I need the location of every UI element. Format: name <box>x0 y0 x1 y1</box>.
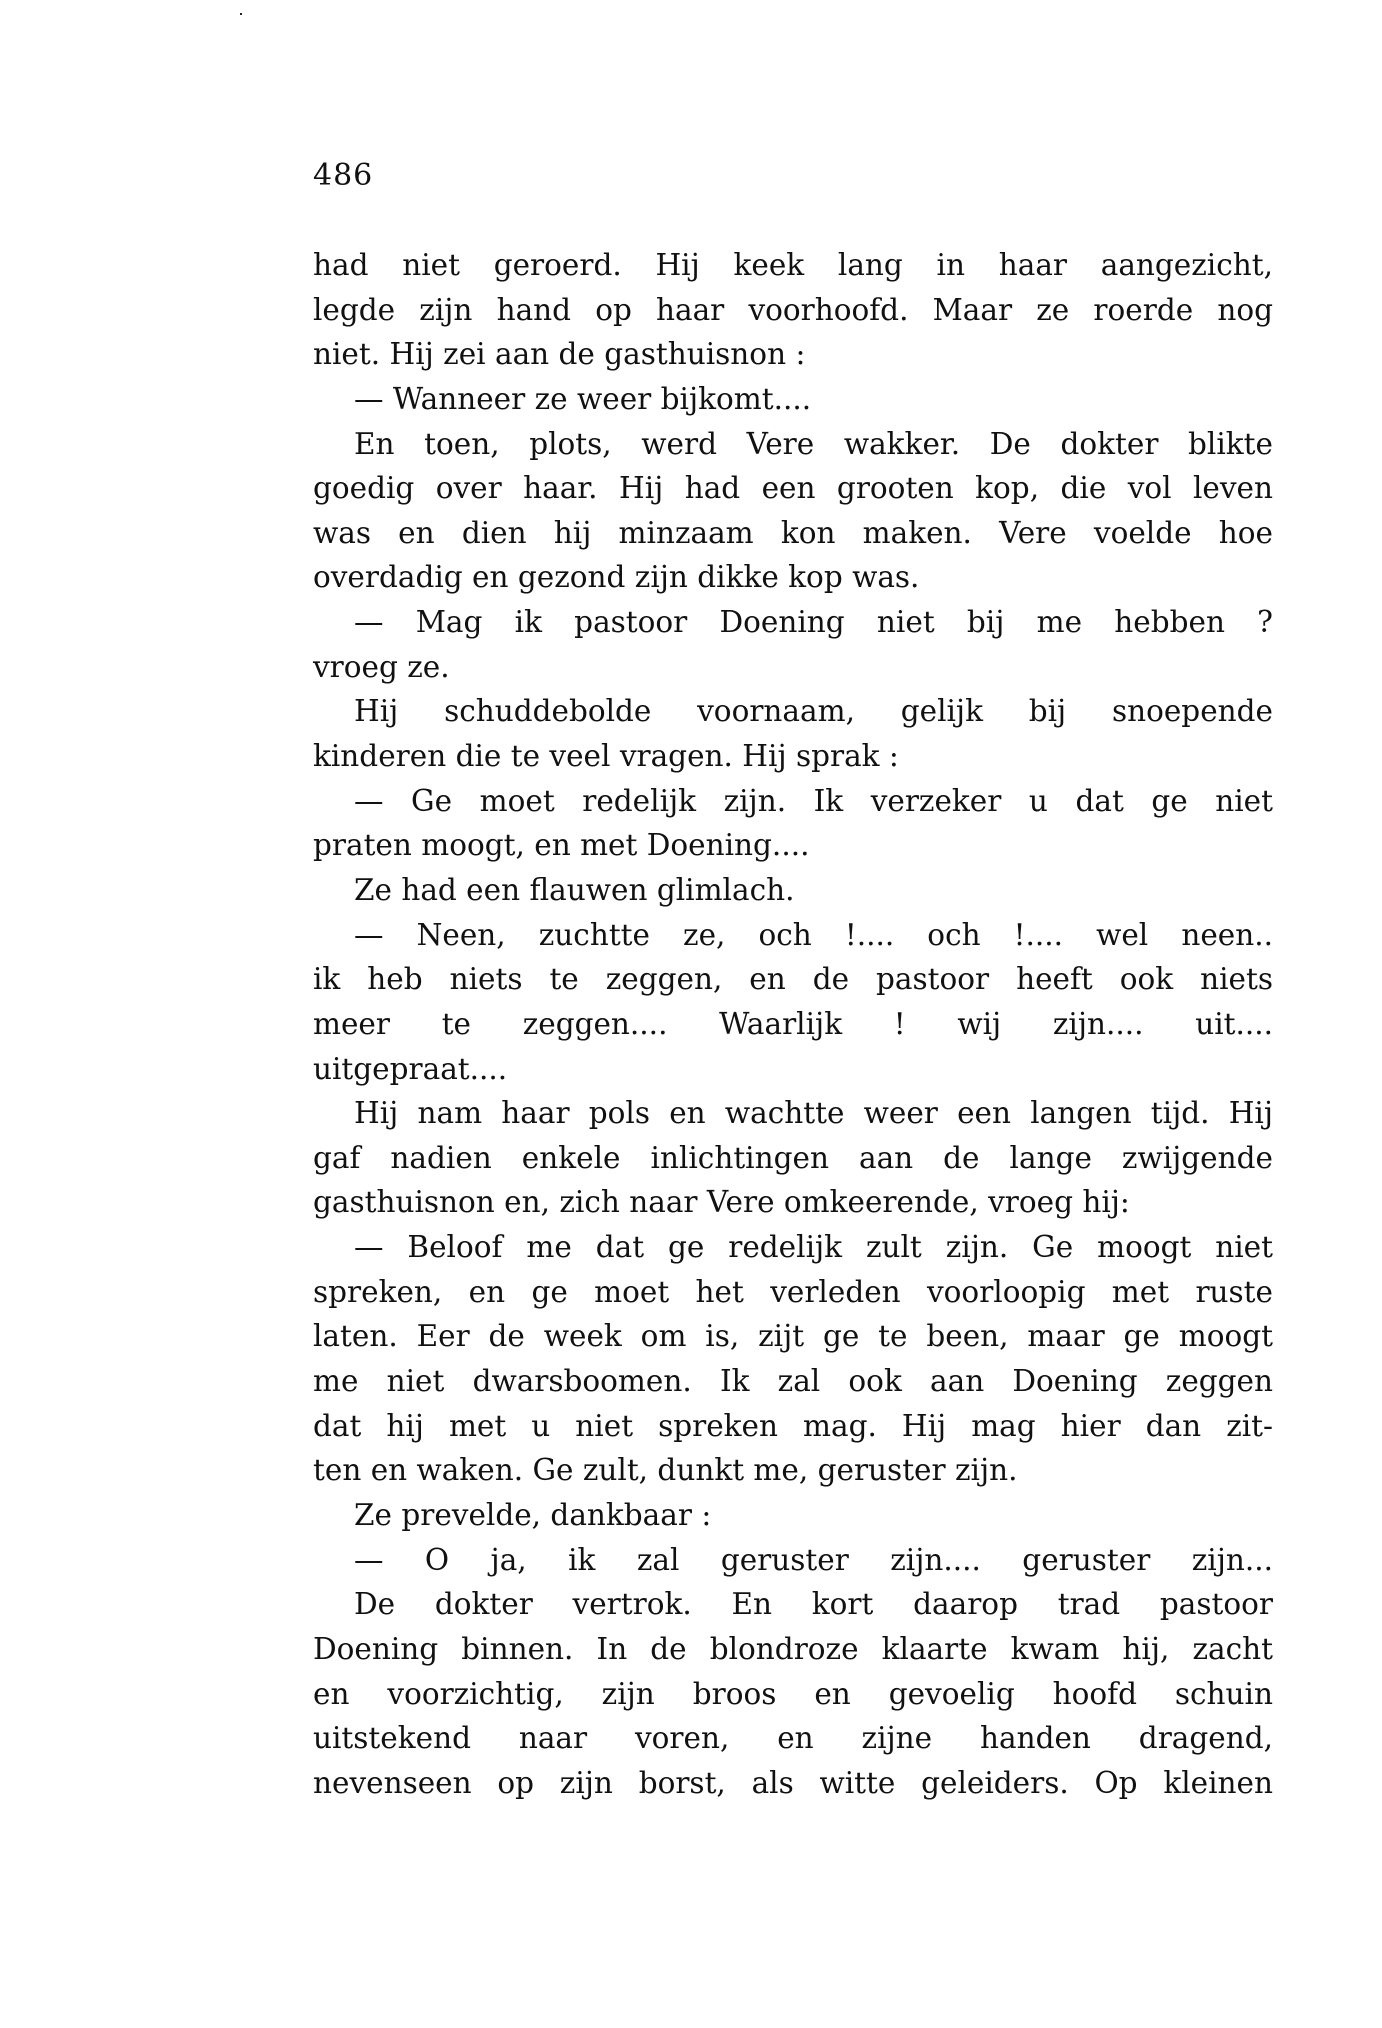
text-line: spreken, en ge moet het verleden voorloopig met ruste <box>313 1274 1273 1309</box>
text-line: nevenseen op zijn borst, als witte geleiders. Op kleinen <box>313 1765 1273 1800</box>
text-line: uitgepraat.... <box>313 1051 508 1086</box>
text-line: meer te zeggen.... Waarlijk ! wij zijn.... uit.... <box>313 1006 1273 1041</box>
text-line: was en dien hij minzaam kon maken. Vere voelde hoe <box>313 515 1273 550</box>
text-line: laten. Eer de week om is, zijt ge te been, maar ge moogt <box>313 1319 1273 1354</box>
scan-speck <box>240 13 242 15</box>
text-line: gaf nadien enkele inlichtingen aan de lange zwijgende <box>313 1140 1273 1175</box>
text-line: en voorzichtig, zijn broos en gevoelig hoofd schuin <box>313 1676 1273 1711</box>
text-line: gasthuisnon en, zich naar Vere omkeerende, vroeg hij: <box>313 1185 1130 1220</box>
text-line: ten en waken. Ge zult, dunkt me, geruster zijn. <box>313 1453 1018 1488</box>
text-line: vroeg ze. <box>313 649 450 684</box>
text-line: Doening binnen. In de blondroze klaarte kwam hij, zacht <box>313 1631 1273 1666</box>
text-line: — Ge moet redelijk zijn. Ik verzeker u dat ge niet <box>354 783 1273 818</box>
text-line: — Mag ik pastoor Doening niet bij me hebben ? <box>354 605 1273 640</box>
text-line: praten moogt, en met Doening.... <box>313 828 810 863</box>
text-line: had niet geroerd. Hij keek lang in haar aangezicht, <box>313 248 1273 282</box>
text-line: me niet dwarsboomen. Ik zal ook aan Doening zeggen <box>313 1364 1273 1399</box>
body-text <box>313 243 1273 1805</box>
text-line: ik heb niets te zeggen, en de pastoor heeft ook niets <box>313 962 1273 997</box>
text-line: Ze prevelde, dankbaar : <box>354 1497 712 1532</box>
text-line: overdadig en gezond zijn dikke kop was. <box>313 560 920 595</box>
text-line: Hij schuddebolde voornaam, gelijk bij snoepende <box>354 694 1273 729</box>
text-line: Hij nam haar pols en wachtte weer een langen tijd. Hij <box>354 1096 1273 1131</box>
text-line: — Wanneer ze weer bijkomt.... <box>354 381 812 416</box>
text-line: Ze had een flauwen glimlach. <box>354 872 795 907</box>
text-line: De dokter vertrok. En kort daarop trad pastoor <box>354 1587 1273 1622</box>
text-line: — Neen, zuchtte ze, och !.... och !.... wel neen.. <box>354 917 1273 952</box>
text-line: En toen, plots, werd Vere wakker. De dokter blikte <box>354 426 1273 461</box>
text-line: dat hij met u niet spreken mag. Hij mag hier dan zit- <box>313 1408 1273 1443</box>
text-line: kinderen die te veel vragen. Hij sprak : <box>313 739 899 774</box>
text-line: goedig over haar. Hij had een grooten kop, die vol leven <box>313 471 1273 506</box>
text-line: uitstekend naar voren, en zijne handen dragend, <box>313 1721 1273 1756</box>
page-number: 486 <box>313 158 374 193</box>
text-line: — O ja, ik zal geruster zijn.... geruster zijn... <box>354 1542 1273 1577</box>
text-line: niet. Hij zei aan de gasthuisnon : <box>313 337 806 372</box>
text-line: legde zijn hand op haar voorhoofd. Maar ze roerde nog <box>313 292 1273 327</box>
text-line: — Beloof me dat ge redelijk zult zijn. Ge moogt niet <box>354 1230 1273 1265</box>
